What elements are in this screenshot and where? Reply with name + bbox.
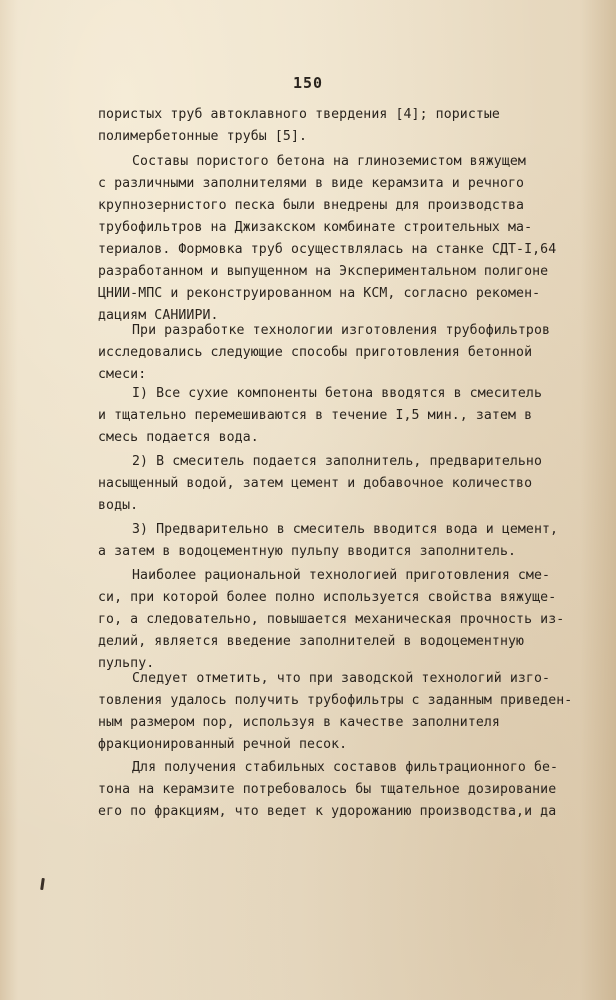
text-line: фракционированный речной песок. (98, 737, 348, 752)
text-line: с различными заполнителями в виде керамзита и речного (98, 176, 525, 191)
text-line: ЦНИИ-МПС и реконструированном на КСМ, согласно рекомен- (98, 286, 541, 301)
text-line: Наиболее рациональной технологией приготовления сме- (132, 568, 551, 583)
text-line: териалов. Формовка труб осуществлялась на станке СДТ-I,64 (98, 242, 557, 257)
text-line: ным размером пор, используя в качестве заполнителя (98, 715, 500, 730)
paragraph (98, 451, 568, 517)
margin-ink-mark (40, 878, 45, 890)
text-line: крупнозернистого песка были внедрены для производства (98, 198, 525, 213)
paragraph (98, 519, 568, 563)
text-line: дациям САНИИРИ. (98, 308, 219, 323)
paragraph (98, 383, 568, 449)
text-line: си, при которой более полно используется свойства вяжуще- (98, 590, 557, 605)
text-line: а затем в водоцементную пульпу вводится заполнитель. (98, 544, 517, 559)
text-line: полимербетонные трубы [5]. (98, 129, 308, 144)
text-line: разработанном и выпущенном на Экспериментальном полигоне (98, 264, 549, 279)
text-line: тона на керамзите потребовалось бы тщательное дозирование (98, 782, 557, 797)
paragraph (98, 151, 568, 327)
paragraph (98, 565, 568, 675)
paragraph (98, 104, 568, 148)
paragraph (98, 757, 568, 823)
page-number: 150 (292, 74, 324, 92)
text-line: смесь подается вода. (98, 430, 259, 445)
text-line: 3) Предварительно в смеситель вводится вода и цемент, (132, 522, 559, 537)
text-line: 2) В смеситель подается заполнитель, предварительно (132, 454, 543, 469)
text-line: Составы пористого бетона на глиноземистом вяжущем (132, 154, 526, 169)
paragraph (98, 320, 568, 386)
text-line: Следует отметить, что при заводской технологий изго- (132, 671, 551, 686)
text-line: товления удалось получить трубофильтры с заданным приведен- (98, 693, 573, 708)
text-line: его по фракциям, что ведет к удорожанию производства,и да (98, 804, 557, 819)
text-line: пористых труб автоклавного твердения [4]; пористые (98, 107, 500, 122)
text-line: Для получения стабильных составов фильтрационного бе- (132, 760, 559, 775)
text-line: и тщательно перемешиваются в течение I,5 мин., затем в (98, 408, 533, 423)
text-line: При разработке технологии изготовления трубофильтров (132, 323, 551, 338)
text-line: пульпу. (98, 656, 155, 671)
text-line: исследовались следующие способы приготовления бетонной (98, 345, 533, 360)
text-line: трубофильтров на Джизакском комбинате строительных ма- (98, 220, 533, 235)
text-line: делий, является введение заполнителей в водоцементную (98, 634, 525, 649)
text-line: насыщенный водой, затем цемент и добавочное количество (98, 476, 533, 491)
text-line: воды. (98, 498, 139, 513)
text-line: смеси: (98, 367, 147, 382)
text-line: го, а следовательно, повышается механическая прочность из- (98, 612, 565, 627)
text-line: I) Все сухие компоненты бетона вводятся в смеситель (132, 386, 543, 401)
paragraph (98, 668, 573, 756)
